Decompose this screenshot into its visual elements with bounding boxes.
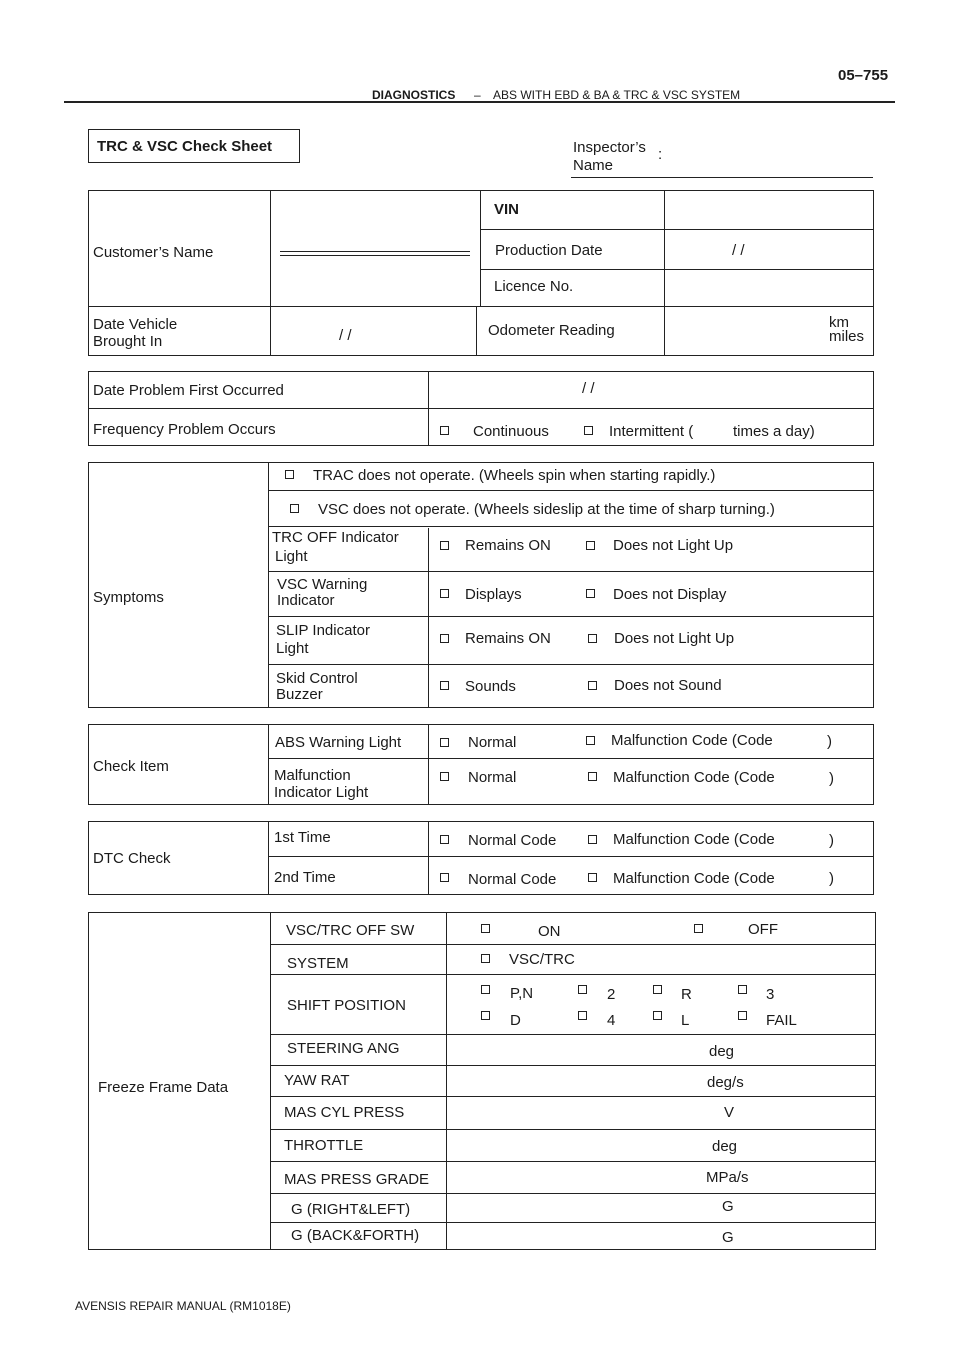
abs-close-paren: ) bbox=[827, 733, 832, 750]
trc-off-indicator-label-1: TRC OFF Indicator bbox=[272, 529, 399, 546]
abs-normal-checkbox[interactable] bbox=[440, 738, 449, 747]
vin-label: VIN bbox=[494, 201, 520, 218]
sw-off-label: OFF bbox=[748, 921, 778, 938]
trc-off-opt1-label: Remains ON bbox=[465, 537, 551, 554]
odometer-label: Odometer Reading bbox=[488, 322, 615, 339]
dtc-second-malfunction-checkbox[interactable] bbox=[588, 873, 597, 882]
inspector-name-field[interactable] bbox=[571, 177, 873, 178]
freeze-frame-label: Freeze Frame Data bbox=[98, 1079, 229, 1096]
shift-fail-checkbox[interactable] bbox=[738, 1011, 747, 1020]
sheet-title: TRC & VSC Check Sheet bbox=[97, 138, 273, 155]
odometer-km: km bbox=[829, 314, 849, 331]
skid-opt2-label: Does not Sound bbox=[614, 677, 722, 694]
abs-malfunction-label: Malfunction Code (Code bbox=[611, 732, 773, 749]
system-checkbox[interactable] bbox=[481, 954, 490, 963]
shift-position-label: SHIFT POSITION bbox=[287, 997, 406, 1014]
throttle-unit: deg bbox=[712, 1138, 738, 1155]
slip-opt2-checkbox[interactable] bbox=[588, 634, 597, 643]
mas-press-unit: MPa/s bbox=[706, 1169, 749, 1186]
dtc-second-close-paren: ) bbox=[829, 870, 834, 887]
shift-3-label: 3 bbox=[766, 986, 775, 1003]
shift-2-checkbox[interactable] bbox=[578, 985, 587, 994]
intermittent-label: Intermittent ( bbox=[609, 423, 694, 440]
abs-warning-label: ABS Warning Light bbox=[275, 734, 402, 751]
sw-off-checkbox[interactable] bbox=[694, 924, 703, 933]
shift-d-label: D bbox=[510, 1012, 521, 1029]
dtc-check-label: DTC Check bbox=[93, 850, 171, 867]
dtc-second-label: 2nd Time bbox=[274, 869, 336, 886]
shift-3-checkbox[interactable] bbox=[738, 985, 747, 994]
production-date-field[interactable]: / / bbox=[732, 242, 745, 259]
slip-opt1-checkbox[interactable] bbox=[440, 634, 449, 643]
trc-off-opt1-checkbox[interactable] bbox=[440, 541, 449, 550]
system-value: VSC/TRC bbox=[509, 951, 575, 968]
intermittent-checkbox[interactable] bbox=[584, 426, 593, 435]
dtc-second-normal-label: Normal Code bbox=[468, 871, 557, 888]
shift-4-label: 4 bbox=[607, 1012, 616, 1029]
continuous-checkbox[interactable] bbox=[440, 426, 449, 435]
mil-normal-label: Normal bbox=[468, 769, 517, 786]
skid-buzzer-label-2: Buzzer bbox=[276, 686, 323, 703]
trc-off-indicator-label-2: Light bbox=[275, 548, 308, 565]
shift-r-label: R bbox=[681, 986, 692, 1003]
vsc-trc-off-sw-label: VSC/TRC OFF SW bbox=[286, 922, 415, 939]
shift-4-checkbox[interactable] bbox=[578, 1011, 587, 1020]
date-brought-field[interactable]: / / bbox=[339, 327, 352, 344]
trac-checkbox[interactable] bbox=[285, 470, 294, 479]
first-occurred-label: Date Problem First Occurred bbox=[93, 382, 284, 399]
check-item-label: Check Item bbox=[93, 758, 169, 775]
vehicle-table bbox=[88, 190, 874, 356]
system-label: SYSTEM bbox=[287, 955, 349, 972]
shift-pn-checkbox[interactable] bbox=[481, 985, 490, 994]
date-brought-label-1: Date Vehicle bbox=[93, 316, 178, 333]
dtc-first-malfunction-checkbox[interactable] bbox=[588, 835, 597, 844]
mil-malfunction-checkbox[interactable] bbox=[588, 772, 597, 781]
yaw-label: YAW RAT bbox=[284, 1072, 350, 1089]
frequency-label: Frequency Problem Occurs bbox=[93, 421, 276, 438]
vsc-warning-label-1: VSC Warning bbox=[277, 576, 368, 593]
throttle-label: THROTTLE bbox=[284, 1137, 364, 1154]
vsc-warning-opt2-checkbox[interactable] bbox=[586, 589, 595, 598]
header-section: DIAGNOSTICS bbox=[372, 88, 456, 102]
shift-2-label: 2 bbox=[607, 986, 616, 1003]
vsc-symptom: VSC does not operate. (Wheels sideslip at the time of sharp turning.) bbox=[318, 501, 775, 518]
shift-l-checkbox[interactable] bbox=[653, 1011, 662, 1020]
mil-close-paren: ) bbox=[829, 770, 834, 787]
mil-label-1: Malfunction bbox=[274, 767, 351, 784]
shift-l-label: L bbox=[681, 1012, 690, 1029]
shift-pn-label: P,N bbox=[510, 985, 534, 1002]
slip-indicator-label-2: Light bbox=[276, 640, 309, 657]
first-occurred-field[interactable]: / / bbox=[582, 380, 595, 397]
inspector-label-1: Inspector’s bbox=[573, 139, 646, 156]
dtc-second-malfunction-label: Malfunction Code (Code bbox=[613, 870, 775, 887]
sw-on-label: ON bbox=[538, 923, 561, 940]
vsc-warning-opt2-label: Does not Display bbox=[613, 586, 727, 603]
slip-opt1-label: Remains ON bbox=[465, 630, 551, 647]
vsc-warning-opt1-checkbox[interactable] bbox=[440, 589, 449, 598]
odometer-miles: miles bbox=[829, 328, 865, 345]
shift-d-checkbox[interactable] bbox=[481, 1011, 490, 1020]
dtc-first-malfunction-label: Malfunction Code (Code bbox=[613, 831, 775, 848]
abs-malfunction-checkbox[interactable] bbox=[586, 736, 595, 745]
skid-opt2-checkbox[interactable] bbox=[588, 681, 597, 690]
mil-malfunction-label: Malfunction Code (Code bbox=[613, 769, 775, 786]
steering-unit: deg bbox=[709, 1043, 735, 1060]
mas-press-label: MAS PRESS GRADE bbox=[284, 1171, 430, 1188]
vsc-warning-label-2: Indicator bbox=[277, 592, 335, 609]
trc-off-opt2-label: Does not Light Up bbox=[613, 537, 734, 554]
dtc-first-normal-checkbox[interactable] bbox=[440, 835, 449, 844]
abs-normal-label: Normal bbox=[468, 734, 517, 751]
date-brought-label-2: Brought In bbox=[93, 333, 163, 350]
slip-opt2-label: Does not Light Up bbox=[614, 630, 735, 647]
shift-r-checkbox[interactable] bbox=[653, 985, 662, 994]
sw-on-checkbox[interactable] bbox=[481, 924, 490, 933]
g-rl-unit: G bbox=[722, 1198, 734, 1215]
vsc-warning-opt1-label: Displays bbox=[465, 586, 522, 603]
dtc-second-normal-checkbox[interactable] bbox=[440, 873, 449, 882]
times-a-day-label: times a day) bbox=[733, 423, 815, 440]
trc-off-opt2-checkbox[interactable] bbox=[586, 541, 595, 550]
yaw-unit: deg/s bbox=[707, 1074, 744, 1091]
steering-label: STEERING ANG bbox=[287, 1040, 400, 1057]
inspector-colon: : bbox=[658, 146, 663, 163]
symptoms-label: Symptoms bbox=[93, 589, 164, 606]
g-bf-label: G (BACK&FORTH) bbox=[291, 1227, 420, 1244]
trac-symptom: TRAC does not operate. (Wheels spin when starting rapidly.) bbox=[313, 467, 716, 484]
mil-label-2: Indicator Light bbox=[274, 784, 369, 801]
licence-no-label: Licence No. bbox=[494, 278, 574, 295]
page-number: 05–755 bbox=[838, 67, 889, 84]
vsc-checkbox[interactable] bbox=[290, 504, 299, 513]
continuous-label: Continuous bbox=[473, 423, 549, 440]
mas-cyl-label: MAS CYL PRESS bbox=[284, 1104, 405, 1121]
skid-opt1-label: Sounds bbox=[465, 678, 516, 695]
slip-indicator-label-1: SLIP Indicator bbox=[276, 622, 370, 639]
g-bf-unit: G bbox=[722, 1229, 734, 1246]
customer-name-label: Customer’s Name bbox=[93, 244, 214, 261]
dtc-first-close-paren: ) bbox=[829, 832, 834, 849]
g-rl-label: G (RIGHT&LEFT) bbox=[291, 1201, 411, 1218]
header-dash: – bbox=[474, 88, 481, 102]
footer-text: AVENSIS REPAIR MANUAL (RM1018E) bbox=[75, 1299, 291, 1313]
header-subtitle: ABS WITH EBD & BA & TRC & VSC SYSTEM bbox=[493, 88, 741, 102]
mas-cyl-unit: V bbox=[724, 1104, 735, 1121]
shift-fail-label: FAIL bbox=[766, 1012, 797, 1029]
skid-buzzer-label-1: Skid Control bbox=[276, 670, 358, 687]
dtc-first-label: 1st Time bbox=[274, 829, 331, 846]
inspector-label-2: Name bbox=[573, 157, 614, 174]
header-rule bbox=[64, 101, 895, 103]
production-date-label: Production Date bbox=[495, 242, 603, 259]
skid-opt1-checkbox[interactable] bbox=[440, 681, 449, 690]
mil-normal-checkbox[interactable] bbox=[440, 772, 449, 781]
dtc-first-normal-label: Normal Code bbox=[468, 832, 557, 849]
symptoms-table bbox=[88, 462, 874, 708]
